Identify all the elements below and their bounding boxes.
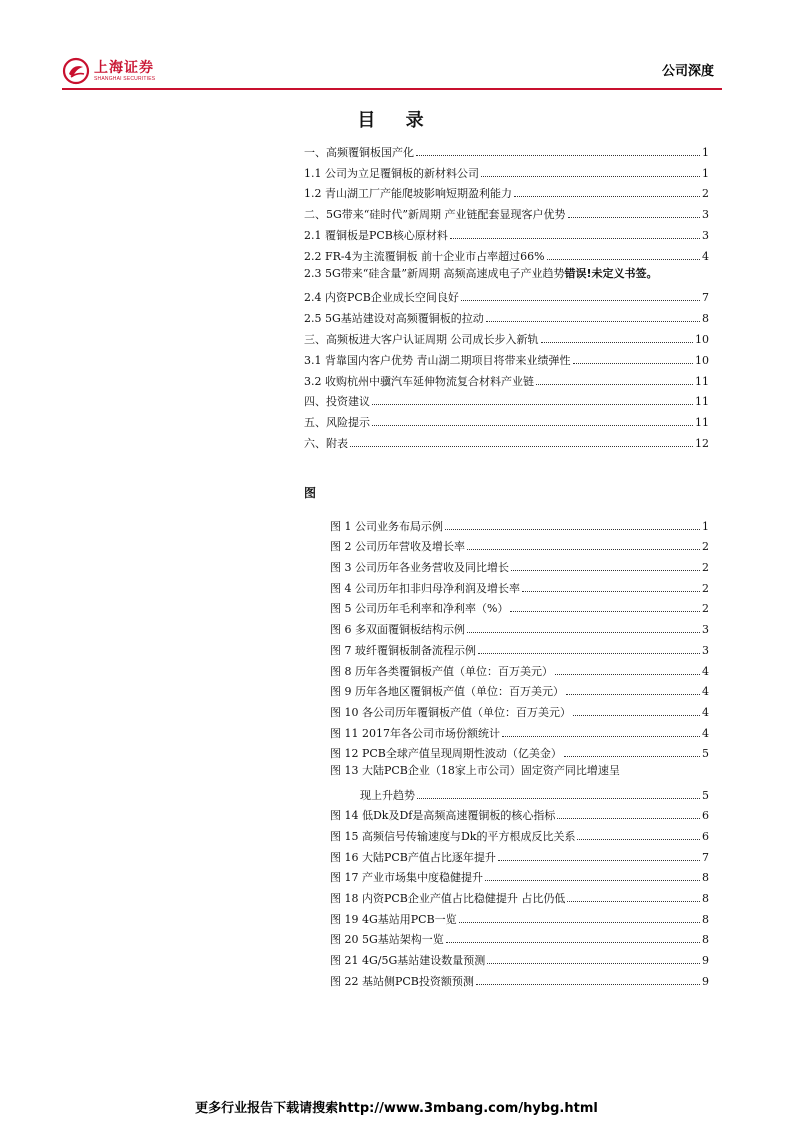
figure-leader-dots <box>502 736 700 737</box>
figure-page-number: 4 <box>702 705 709 719</box>
figure-page-number: 4 <box>702 726 709 740</box>
toc-entry[interactable] <box>304 139 709 160</box>
figure-leader-dots <box>564 756 700 757</box>
figure-entry[interactable] <box>330 927 709 948</box>
figure-entry-label: 图 20 5G基站架构一览 <box>330 933 444 947</box>
figure-page-number: 2 <box>702 561 709 575</box>
figure-page-number: 4 <box>702 685 709 699</box>
figure-entry-label: 图 5 公司历年毛利率和净利率（%） <box>330 602 509 616</box>
figure-entry[interactable] <box>330 554 709 575</box>
figure-leader-dots <box>478 653 700 654</box>
toc-entry[interactable] <box>304 368 709 389</box>
figure-leader-dots <box>445 529 700 530</box>
toc-leader-dots <box>547 259 700 260</box>
toc-page-number: 2 <box>702 187 709 201</box>
toc-page-number: 11 <box>695 374 709 388</box>
toc-entry[interactable] <box>304 430 709 451</box>
toc-entry[interactable] <box>304 222 709 243</box>
figure-page-number: 5 <box>702 747 709 761</box>
toc-entry-label: 四、投资建议 <box>304 395 370 409</box>
figure-entry-label: 图 6 多双面覆铜板结构示例 <box>330 623 465 637</box>
figure-entry[interactable] <box>330 885 709 906</box>
figure-leader-dots <box>498 860 700 861</box>
toc-leader-dots <box>573 363 694 364</box>
figure-entry[interactable] <box>330 906 709 927</box>
toc-entry-label: 1.2 青山湖工厂产能爬坡影响短期盈利能力 <box>304 187 512 201</box>
figure-page-number: 9 <box>702 974 709 988</box>
toc-entry-label: 2.4 内资PCB企业成长空间良好 <box>304 291 459 305</box>
figure-leader-dots <box>522 591 700 592</box>
figure-entry[interactable] <box>330 596 709 617</box>
figure-entry[interactable] <box>330 720 709 741</box>
toc-page-number: 10 <box>695 353 709 367</box>
figure-page-number: 6 <box>702 830 709 844</box>
figure-entry-label: 图 13 大陆PCB企业（18家上市公司）固定资产同比增速呈 <box>330 764 620 778</box>
toc-entry-label: 五、风险提示 <box>304 416 370 430</box>
toc-page-number: 3 <box>702 208 709 222</box>
figure-entry-label: 图 7 玻纤覆铜板制备流程示例 <box>330 643 476 657</box>
toc-page-number: 4 <box>702 249 709 263</box>
figure-leader-dots <box>511 570 700 571</box>
figure-page-number: 8 <box>702 912 709 926</box>
figure-entry-label: 图 14 低Dk及Df是高频高速覆铜板的核心指标 <box>330 809 556 823</box>
toc-entry-label: 3.1 背靠国内客户优势 青山湖二期项目将带来业绩弹性 <box>304 353 571 367</box>
toc-page-number: 10 <box>695 332 709 346</box>
toc-leader-dots <box>536 384 693 385</box>
document-type-label: 公司深度 <box>661 64 714 79</box>
toc-entry[interactable] <box>304 264 709 285</box>
figure-leader-dots <box>487 963 700 964</box>
figure-list <box>330 513 709 989</box>
toc-entry-label: 二、5G带来“硅时代”新周期 产业链配套显现客户优势 <box>304 208 566 222</box>
figure-entry[interactable] <box>330 968 709 989</box>
figure-leader-dots <box>573 715 700 716</box>
toc-page-number: 12 <box>695 436 709 450</box>
toc-entry[interactable] <box>304 347 709 368</box>
figure-entry[interactable] <box>330 616 709 637</box>
figure-entry[interactable] <box>330 699 709 720</box>
logo-emblem-icon <box>62 57 90 85</box>
figure-entry[interactable] <box>330 513 709 534</box>
figure-entry[interactable] <box>330 534 709 555</box>
figure-leader-dots <box>459 922 700 923</box>
figure-list-title: 图 <box>304 486 317 500</box>
figure-page-number: 3 <box>702 643 709 657</box>
logo-english-name: SHANGHAI SECURITIES <box>94 76 156 82</box>
figure-page-number: 1 <box>702 519 709 533</box>
page-header <box>62 50 722 90</box>
toc-page-number: 8 <box>702 312 709 326</box>
figure-page-number: 5 <box>702 788 709 802</box>
toc-leader-dots <box>541 342 694 343</box>
toc-page-number: 1 <box>702 145 709 159</box>
figure-entry[interactable] <box>330 761 709 802</box>
figure-entry-label: 图 18 内资PCB企业产值占比稳健提升 占比仍低 <box>330 892 566 906</box>
figure-page-number: 9 <box>702 954 709 968</box>
toc-entry[interactable] <box>304 305 709 326</box>
toc-page-number: 11 <box>695 416 709 430</box>
figure-page-number: 4 <box>702 664 709 678</box>
figure-leader-dots <box>485 880 700 881</box>
figure-leader-dots <box>566 694 700 695</box>
toc-leader-dots <box>350 446 693 447</box>
toc-entry[interactable] <box>304 409 709 430</box>
figure-entry[interactable] <box>330 637 709 658</box>
figure-page-number: 8 <box>702 933 709 947</box>
figure-entry[interactable] <box>330 741 709 762</box>
figure-entry-label: 图 22 基站侧PCB投资额预测 <box>330 974 474 988</box>
figure-entry-label: 图 2 公司历年营收及增长率 <box>330 540 465 554</box>
toc-leader-dots <box>568 217 700 218</box>
toc-entry-label: 1.1 公司为立足覆铜板的新材料公司 <box>304 166 479 180</box>
figure-leader-dots <box>510 611 700 612</box>
figure-entry-label: 图 16 大陆PCB产值占比逐年提升 <box>330 850 496 864</box>
toc-entry-label: 一、高频覆铜板国产化 <box>304 145 414 159</box>
toc-title: 目 录 <box>357 110 436 131</box>
figure-entry-label: 图 4 公司历年扣非归母净利润及增长率 <box>330 581 520 595</box>
figure-page-number: 2 <box>702 581 709 595</box>
figure-entry[interactable] <box>330 947 709 968</box>
toc-entry[interactable] <box>304 160 709 181</box>
toc-leader-dots <box>372 425 693 426</box>
toc-page-number: 11 <box>695 395 709 409</box>
figure-entry-label-continued: 现上升趋势 <box>360 788 415 802</box>
toc-page-number: 7 <box>702 291 709 305</box>
figure-leader-dots <box>555 674 700 675</box>
toc-entry-label: 2.5 5G基站建设对高频覆铜板的拉动 <box>304 312 484 326</box>
figure-entry-label: 图 21 4G/5G基站建设数量预测 <box>330 954 486 968</box>
figure-entry-label: 图 11 2017年各公司市场份额统计 <box>330 726 500 740</box>
figure-page-number: 7 <box>702 850 709 864</box>
toc-entry[interactable] <box>304 389 709 410</box>
figure-entry[interactable] <box>330 575 709 596</box>
figure-entry-label: 图 9 历年各地区覆铜板产值（单位：百万美元） <box>330 685 564 699</box>
figure-entry[interactable] <box>330 658 709 679</box>
figure-leader-dots <box>577 839 700 840</box>
figure-entry-label: 图 3 公司历年各业务营收及同比增长 <box>330 561 509 575</box>
figure-leader-dots <box>417 798 700 799</box>
toc-entry[interactable] <box>304 243 709 264</box>
toc-entry-label: 2.2 FR-4为主流覆铜板 前十企业市占率超过66% <box>304 249 545 263</box>
toc-entry[interactable] <box>304 201 709 222</box>
figure-page-number: 8 <box>702 871 709 885</box>
figure-entry[interactable] <box>330 679 709 700</box>
figure-entry[interactable] <box>330 865 709 886</box>
logo-chinese-name: 上海证券 <box>94 60 154 76</box>
figure-leader-dots <box>446 942 700 943</box>
figure-entry-label: 图 15 高频信号传输速度与Dk的平方根成反比关系 <box>330 830 576 844</box>
figure-entry-label: 图 19 4G基站用PCB一览 <box>330 912 457 926</box>
toc-entry[interactable] <box>304 285 709 306</box>
figure-page-number: 3 <box>702 623 709 637</box>
header-divider <box>62 88 722 90</box>
toc-entry[interactable] <box>304 326 709 347</box>
figure-page-number: 2 <box>702 540 709 554</box>
toc-leader-dots <box>514 196 700 197</box>
toc-leader-dots <box>461 300 700 301</box>
toc-entry-label: 三、高频板进大客户认证周期 公司成长步入新轨 <box>304 332 539 346</box>
toc-page-number: 1 <box>702 166 709 180</box>
figure-leader-dots <box>467 632 700 633</box>
toc-bookmark-error: 错误!未定义书签。 <box>564 266 658 280</box>
toc-leader-dots <box>450 238 700 239</box>
toc-entry-label: 3.2 收购杭州中骥汽车延伸物流复合材料产业链 <box>304 374 534 388</box>
toc-entry-label: 六、附表 <box>304 436 348 450</box>
figure-entry-label: 图 10 各公司历年覆铜板产值（单位：百万美元） <box>330 705 571 719</box>
figure-page-number: 6 <box>702 809 709 823</box>
toc-entry-label: 2.3 5G带来“硅含量”新周期 高频高速成电子产业趋势 <box>304 266 565 280</box>
toc-page-number: 3 <box>702 228 709 242</box>
footer-download-note: 更多行业报告下载请搜索http://www.3mbang.com/hybg.html <box>195 1101 598 1116</box>
figure-leader-dots <box>567 901 700 902</box>
toc-entry[interactable] <box>304 181 709 202</box>
toc-leader-dots <box>486 321 700 322</box>
table-of-contents <box>304 139 709 451</box>
figure-entry-label: 图 17 产业市场集中度稳健提升 <box>330 871 483 885</box>
toc-leader-dots <box>416 155 700 156</box>
toc-entry-label: 2.1 覆铜板是PCB核心原材料 <box>304 228 448 242</box>
figure-leader-dots <box>467 549 700 550</box>
figure-page-number: 8 <box>702 892 709 906</box>
figure-entry[interactable] <box>330 844 709 865</box>
figure-entry-label: 图 1 公司业务布局示例 <box>330 519 443 533</box>
figure-page-number: 2 <box>702 602 709 616</box>
figure-entry[interactable] <box>330 803 709 824</box>
figure-entry-label: 图 12 PCB全球产值呈现周期性波动（亿美金） <box>330 747 562 761</box>
toc-leader-dots <box>481 176 700 177</box>
figure-leader-dots <box>476 984 700 985</box>
figure-entry[interactable] <box>330 823 709 844</box>
figure-leader-dots <box>557 818 700 819</box>
company-logo <box>62 56 155 86</box>
toc-leader-dots <box>372 404 693 405</box>
figure-entry-label: 图 8 历年各类覆铜板产值（单位：百万美元） <box>330 664 553 678</box>
